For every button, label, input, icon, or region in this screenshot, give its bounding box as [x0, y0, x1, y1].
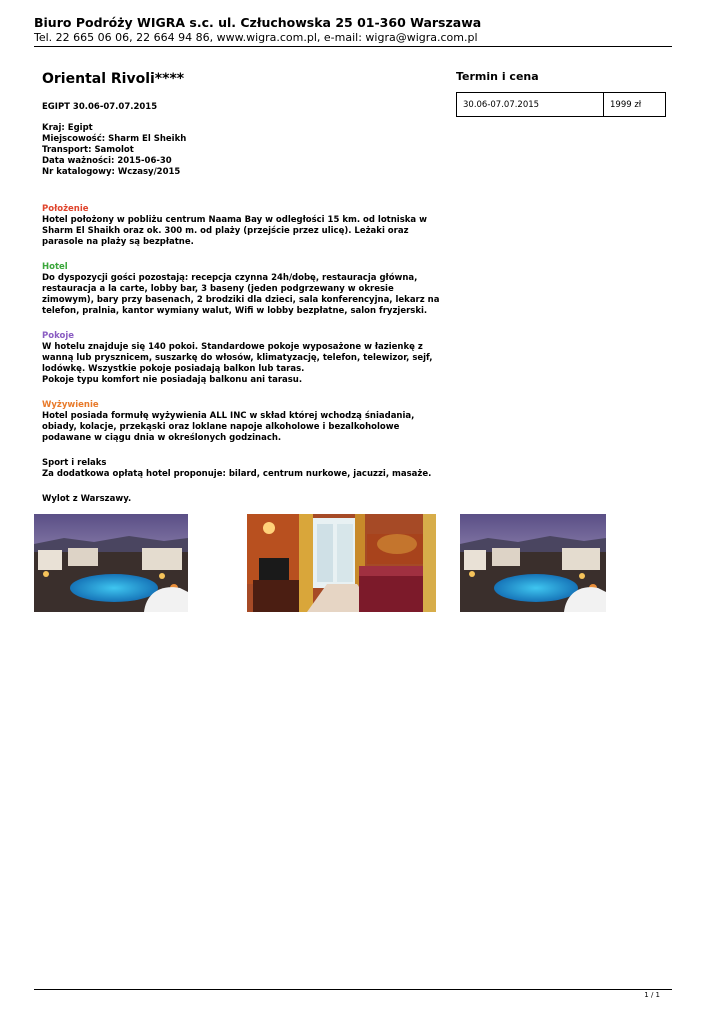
- section-rooms: [42, 331, 447, 386]
- offer-subtitle: EGIPT 30.06-07.07.2015: [42, 102, 158, 112]
- section-line: zimowym), bary przy basenach, 2 brodziki dla dzieci, sala konferencyjna, lekarz na: [42, 295, 440, 305]
- offer-details: [42, 70, 447, 505]
- price-value: 1999 zł: [604, 93, 666, 117]
- section-line: Za dodatkowa opłatą hotel proponuje: bilard, centrum nurkowe, jacuzzi, masaże.: [42, 469, 432, 479]
- pricing-table: [456, 92, 666, 117]
- section-location: [42, 204, 447, 248]
- pricing-title: Termin i cena: [456, 70, 539, 83]
- table-row: [457, 93, 666, 117]
- page-number: 1 / 1: [644, 991, 660, 999]
- document-header: [34, 15, 672, 45]
- meta-validity: Data ważności: 2015-06-30: [42, 156, 172, 166]
- section-line: Sharm El Shaikh oraz ok. 300 m. od plaży (przejście przez ulicę). Leżaki oraz: [42, 226, 409, 236]
- section-sport: [42, 458, 447, 480]
- meta-catalog-number: Nr katalogowy: Wczasy/2015: [42, 167, 181, 177]
- section-heading: Sport i relaks: [42, 458, 107, 468]
- section-line: wanną lub prysznicem, suszarkę do włosów, klimatyzację, telefon, telewizor, sejf,: [42, 353, 433, 363]
- section-line: restauracja a la carte, lobby bar, 3 baseny (jeden podgrzewany w okresie: [42, 284, 394, 294]
- price-date: 30.06-07.07.2015: [457, 93, 604, 117]
- meta-country: Kraj: Egipt: [42, 123, 93, 133]
- pool-photo: [460, 514, 606, 612]
- hotel-title: Oriental Rivoli****: [42, 71, 185, 87]
- room-photo: [247, 514, 436, 612]
- section-line: W hotelu znajduje się 140 pokoi. Standardowe pokoje wyposażone w łazienkę z: [42, 342, 423, 352]
- company-name: Biuro Podróży WIGRA s.c. ul. Człuchowska 25 01-360 Warszawa: [34, 15, 482, 30]
- footer-divider: [34, 989, 672, 990]
- section-line: podawane w ciągu dnia w określonych godzinach.: [42, 433, 282, 443]
- section-heading: Położenie: [42, 204, 89, 214]
- header-divider: [34, 46, 672, 47]
- departure-text: Wylot z Warszawy.: [42, 494, 132, 504]
- section-line: parasole na plaży są bezpłatne.: [42, 237, 194, 247]
- section-heading: Pokoje: [42, 331, 75, 341]
- section-meals: [42, 400, 447, 444]
- company-contact: Tel. 22 665 06 06, 22 664 94 86, www.wigra.com.pl, e-mail: wigra@wigra.com.pl: [34, 31, 478, 44]
- pool-photo: [34, 514, 188, 612]
- section-line: Do dyspozycji gości pozostają: recepcja czynna 24h/dobę, restauracja główna,: [42, 273, 418, 283]
- departure-note: [42, 494, 447, 505]
- pricing-panel: [456, 70, 666, 117]
- meta-transport: Transport: Samolot: [42, 145, 134, 155]
- section-line: Hotel położony w pobliżu centrum Naama Bay w odległości 15 km. od lotniska w: [42, 215, 427, 225]
- section-line: Hotel posiada formułę wyżywienia ALL INC w skład której wchodzą śniadania,: [42, 411, 415, 421]
- section-hotel: [42, 262, 447, 317]
- section-heading: Hotel: [42, 262, 68, 272]
- offer-meta: [42, 123, 447, 178]
- section-line: telefon, pralnia, kantor wymiany walut, Wifi w lobby bezpłatne, salon fryzjerski.: [42, 306, 428, 316]
- meta-location: Miejscowość: Sharm El Sheikh: [42, 134, 187, 144]
- section-line: lodówkę. Wszystkie pokoje posiadają balkon lub taras.: [42, 364, 305, 374]
- section-heading: Wyżywienie: [42, 400, 99, 410]
- section-line: Pokoje typu komfort nie posiadają balkonu ani tarasu.: [42, 375, 303, 385]
- section-line: obiady, kolacje, przekąski oraz loklane napoje alkoholowe i bezalkoholowe: [42, 422, 400, 432]
